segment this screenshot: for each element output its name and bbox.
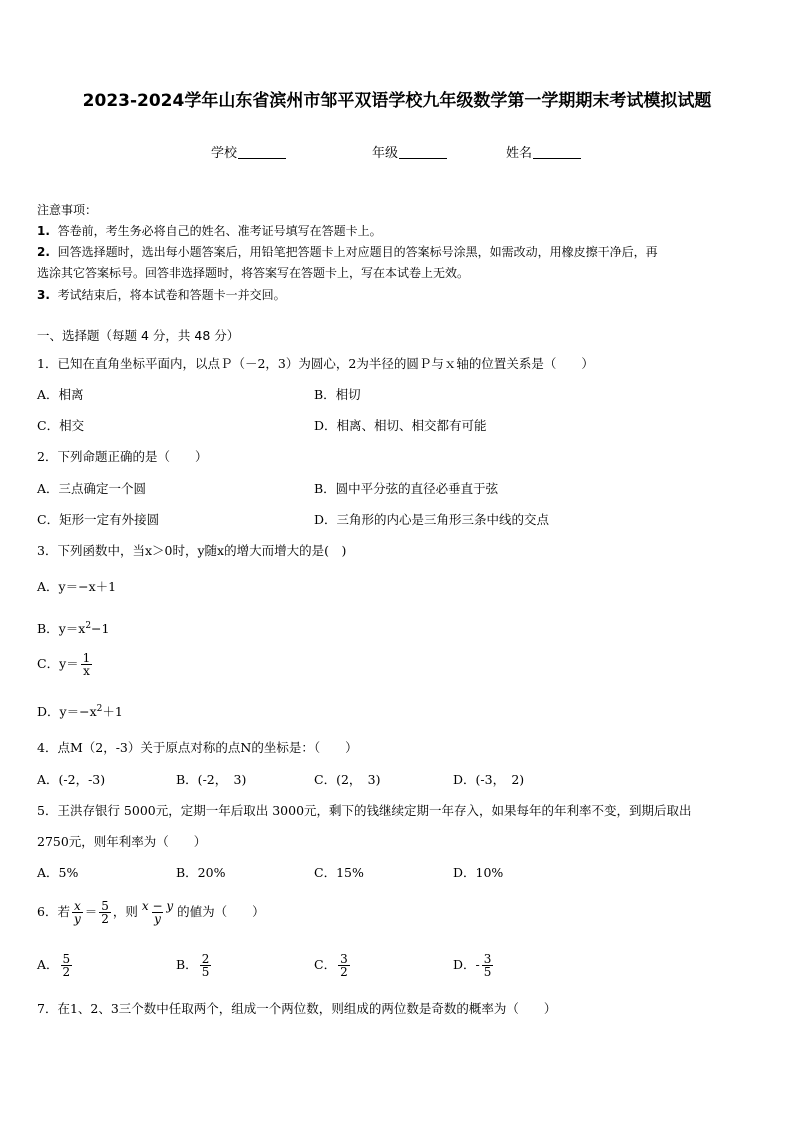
grade-label: 年级 xyxy=(372,146,399,161)
q3-c-expr: y＝ xyxy=(59,656,79,671)
q6-b-numerator: 2 xyxy=(201,952,210,966)
q1-option-c[interactable]: C．相交 xyxy=(37,418,85,433)
q6-d-numerator: 3 xyxy=(483,952,492,966)
note-1-text: 答卷前，考生务必将自己的姓名、准考证号填写在答题卡上。 xyxy=(57,224,382,238)
name-label: 姓名 xyxy=(506,146,533,161)
q5-stem-cont: 2750元，则年利率为（ ） xyxy=(37,834,207,849)
q6-prefix: 6．若 xyxy=(37,904,70,919)
q6-d-denominator: 5 xyxy=(483,965,492,979)
q3-c-numerator: 1 xyxy=(82,651,91,665)
q3-stem: 3．下列函数中，当x＞0时，y随x的增大而增大的是( ) xyxy=(37,543,347,558)
note-2-number: 2. xyxy=(37,245,50,259)
q6-b-fraction xyxy=(200,953,212,978)
q6-d-fraction xyxy=(482,953,494,978)
q6-mid: ，则 xyxy=(112,904,138,919)
q3-option-a[interactable] xyxy=(37,577,116,595)
name-blank[interactable] xyxy=(533,145,581,159)
q3-d-exponent: 2 xyxy=(96,703,103,714)
q3-b-expr: y＝x xyxy=(58,621,86,636)
q1-option-b[interactable]: B．相切 xyxy=(314,387,361,402)
q4-option-d[interactable]: D．(-3， 2) xyxy=(453,772,525,787)
q6-b-label: B． xyxy=(176,957,198,972)
page-title: 2023-2024学年山东省滨州市邹平双语学校九年级数学第一学期期末考试模拟试题 xyxy=(82,91,712,111)
school-field[interactable] xyxy=(211,142,286,161)
q3-c-fraction xyxy=(81,652,93,677)
q6-stem xyxy=(37,900,265,925)
q6-a-label: A． xyxy=(37,957,59,972)
school-label: 学校 xyxy=(211,146,238,161)
name-field[interactable] xyxy=(506,142,581,161)
q6-fraction-1 xyxy=(72,900,83,925)
q2-option-c[interactable]: C．矩形一定有外接圆 xyxy=(37,512,160,527)
q6-option-b[interactable] xyxy=(176,953,213,978)
q6-f1-denominator: y xyxy=(73,912,81,926)
q6-fraction-3 xyxy=(140,900,175,925)
q6-d-sign: - xyxy=(475,957,480,972)
grade-field[interactable] xyxy=(372,142,447,161)
note-3-number: 3. xyxy=(37,288,50,302)
q1-stem: 1．已知在直角坐标平面内，以点Ｐ（－2，3）为圆心，2为半径的圆Ｐ与ｘ轴的位置关系是（ ） xyxy=(37,356,594,371)
q6-a-numerator: 5 xyxy=(62,952,71,966)
q4-option-b[interactable]: B．(-2， 3) xyxy=(176,772,247,787)
q6-d-label: D． xyxy=(453,957,476,972)
q3-b-expr-tail: −1 xyxy=(91,621,110,636)
q6-f3-denominator: y xyxy=(154,912,161,926)
q3-d-label: D． xyxy=(37,704,60,719)
note-2 xyxy=(37,242,658,263)
q6-c-fraction xyxy=(338,953,350,978)
q3-option-c[interactable] xyxy=(37,652,94,677)
q6-c-numerator: 3 xyxy=(340,952,348,966)
q5-option-a[interactable]: A．5% xyxy=(37,865,79,880)
note-1-number: 1. xyxy=(37,224,50,238)
q6-c-label: C． xyxy=(314,957,337,972)
q2-option-b[interactable]: B．圆中平分弦的直径必垂直于弦 xyxy=(314,481,499,496)
q3-b-label: B． xyxy=(37,621,59,636)
q3-a-expr: y＝−x＋1 xyxy=(58,579,117,594)
q6-option-c[interactable] xyxy=(314,953,352,978)
q4-option-c[interactable]: C．(2， 3) xyxy=(314,772,381,787)
q6-suffix: 的値为（ ） xyxy=(177,904,265,919)
q3-d-expr-tail: ＋1 xyxy=(102,704,123,719)
q5-option-d[interactable]: D．10% xyxy=(453,865,504,880)
q3-a-label: A． xyxy=(37,579,59,594)
q6-a-denominator: 2 xyxy=(62,965,71,979)
q1-option-d[interactable]: D．相离、相切、相交都有可能 xyxy=(314,418,487,433)
q6-b-denominator: 5 xyxy=(201,965,210,979)
q3-b-exponent: 2 xyxy=(85,620,92,631)
q6-fraction-2 xyxy=(99,900,111,925)
notes-heading: 注意事项： xyxy=(37,203,98,217)
q6-f2-numerator: 5 xyxy=(101,899,109,913)
q3-d-expr: y＝−x xyxy=(59,704,97,719)
q6-f3-numerator: x − y xyxy=(141,899,174,913)
q6-option-a[interactable] xyxy=(37,953,74,978)
school-blank[interactable] xyxy=(238,145,286,159)
q5-option-c[interactable]: C．15% xyxy=(314,865,364,880)
q3-c-denominator: x xyxy=(83,664,90,678)
q5-stem: 5．王洪存银行 5000元，定期一年后取出 3000元，剩下的钱继续定期一年存入，如果每年的年利率不变，到期后取出 xyxy=(37,803,692,818)
note-2-text: 回答选择题时，选出每小题答案后，用铅笔把答题卡上对应题目的答案标号涂黑，如需改动，用橡皮擦干净后，再 xyxy=(57,245,658,259)
note-2-cont: 选涂其它答案标号。回答非选择题时，将答案写在答题卡上，写在本试卷上无效。 xyxy=(37,266,470,280)
q6-c-denominator: 2 xyxy=(340,965,348,979)
q6-f1-numerator: x xyxy=(73,899,81,913)
q6-option-d[interactable] xyxy=(453,953,495,978)
q7-stem: 7．在1、2、3三个数中任取两个，组成一个两位数，则组成的两位数是奇数的概率为（ ） xyxy=(37,1001,557,1016)
q4-stem: 4．点M（2，-3）关于原点对称的点N的坐标是：（ ） xyxy=(37,740,358,755)
q6-a-fraction xyxy=(61,953,73,978)
q4-option-a[interactable]: A．(-2，-3) xyxy=(37,772,106,787)
q3-option-d[interactable] xyxy=(37,702,123,720)
q2-option-d[interactable]: D．三角形的内心是三角形三条中线的交点 xyxy=(314,512,550,527)
q5-option-b[interactable]: B．20% xyxy=(176,865,226,880)
note-3-text: 考试结束后，将本试卷和答题卡一并交回。 xyxy=(57,288,286,302)
q3-option-b[interactable] xyxy=(37,619,109,637)
q1-option-a[interactable]: A．相离 xyxy=(37,387,84,402)
section-heading: 一、选择题（每题 4 分，共 48 分） xyxy=(37,328,240,343)
q3-c-label: C． xyxy=(37,656,60,671)
q2-stem: 2．下列命题正确的是（ ） xyxy=(37,449,208,464)
note-3 xyxy=(37,285,286,306)
note-1 xyxy=(37,221,382,242)
q2-option-a[interactable]: A．三点确定一个圆 xyxy=(37,481,147,496)
q6-equals: ＝ xyxy=(84,904,98,919)
q6-f2-denominator: 2 xyxy=(101,912,109,926)
grade-blank[interactable] xyxy=(399,145,447,159)
